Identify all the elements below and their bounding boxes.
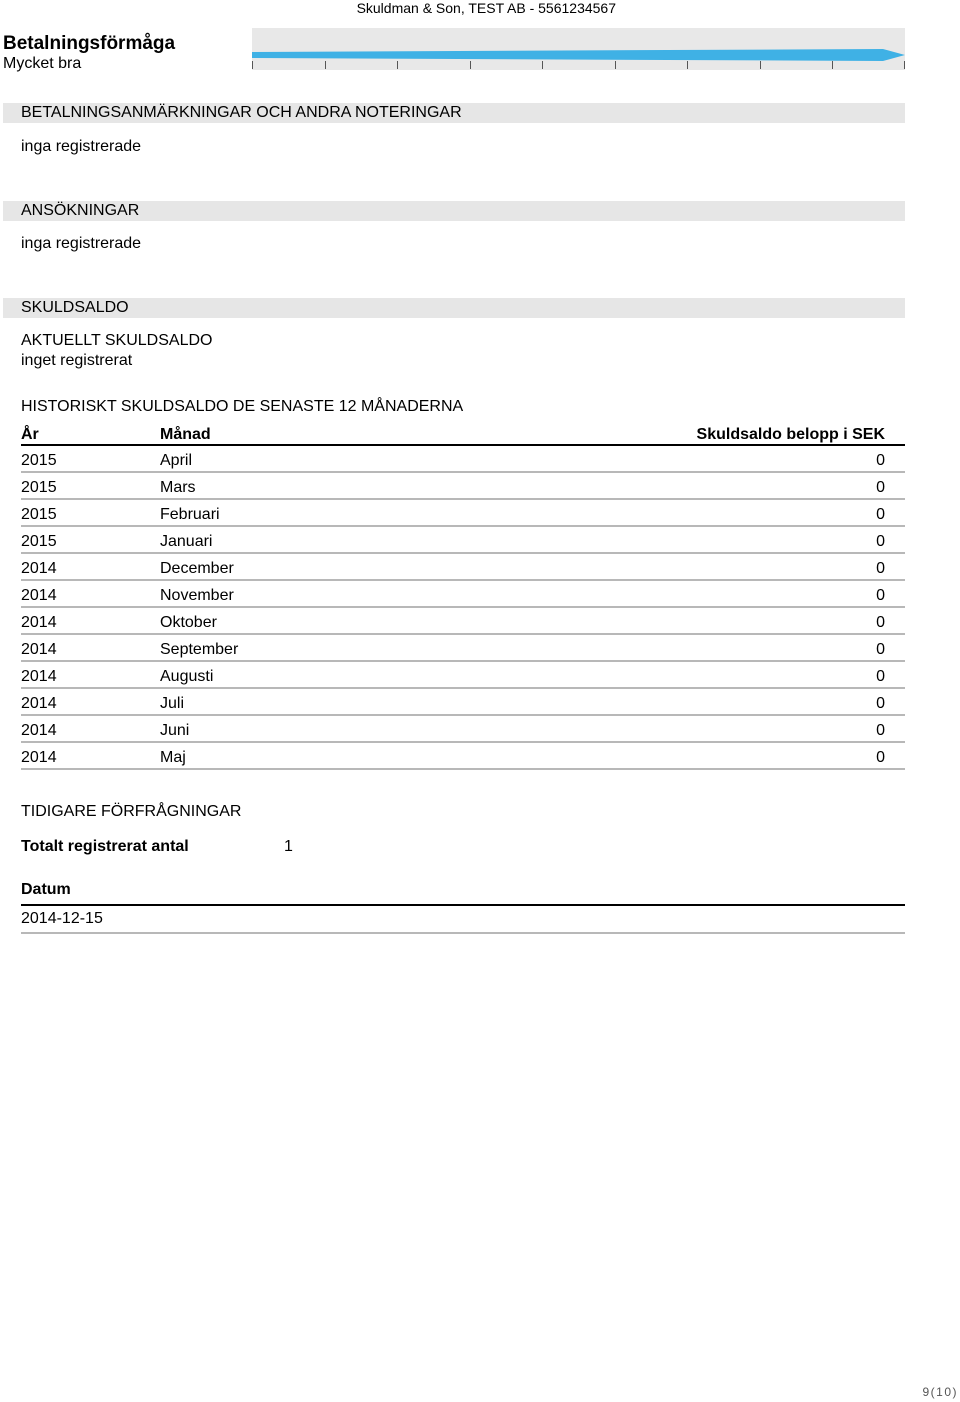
table-row	[21, 473, 905, 500]
scale-tick	[397, 61, 398, 69]
rating-scale-ticks	[252, 61, 905, 69]
table-row	[21, 554, 905, 581]
section-band	[3, 298, 905, 318]
cell-year: 2014	[21, 722, 57, 739]
applications-text: inga registrerade	[21, 235, 142, 252]
cell-year: 2014	[21, 695, 57, 712]
cell-month: November	[160, 587, 234, 604]
table-row	[21, 662, 905, 689]
table-row	[21, 906, 905, 934]
cell-year: 2014	[21, 668, 57, 685]
cell-year: 2015	[21, 452, 57, 469]
rating-title: Betalningsförmåga	[3, 33, 176, 54]
debt-history-rows	[21, 446, 905, 770]
table-row	[21, 500, 905, 527]
payment-remarks-title: BETALNINGSANMÄRKNINGAR OCH ANDRA NOTERINGAR	[21, 104, 462, 121]
table-row	[21, 608, 905, 635]
cell-month: Augusti	[160, 668, 214, 685]
table-row	[21, 581, 905, 608]
inquiry-dates-table	[21, 878, 905, 934]
cell-amount: 0	[876, 614, 885, 631]
cell-amount: 0	[876, 668, 885, 685]
scale-tick	[470, 61, 471, 69]
cell-year: 2014	[21, 641, 57, 658]
table-header	[21, 878, 905, 906]
page-number: 9(10)	[922, 1385, 958, 1399]
scale-tick	[904, 61, 905, 69]
cell-month: Juni	[160, 722, 190, 739]
table-row	[21, 716, 905, 743]
cell-amount: 0	[876, 587, 885, 604]
company-header: Skuldman & Son, TEST AB - 5561234567	[356, 0, 616, 16]
cell-amount: 0	[876, 506, 885, 523]
cell-month: Maj	[160, 749, 186, 766]
cell-amount: 0	[876, 452, 885, 469]
cell-amount: 0	[876, 479, 885, 496]
cell-amount: 0	[876, 560, 885, 577]
cell-year: 2015	[21, 533, 57, 550]
scale-tick	[687, 61, 688, 69]
cell-month: Mars	[160, 479, 196, 496]
cell-year: 2014	[21, 587, 57, 604]
cell-month: September	[160, 641, 239, 658]
scale-tick	[760, 61, 761, 69]
column-header-amount: Skuldsaldo belopp i SEK	[696, 426, 885, 443]
cell-date: 2014-12-15	[21, 910, 103, 927]
scale-tick	[542, 61, 543, 69]
inquiry-date-rows	[21, 906, 905, 934]
cell-month: December	[160, 560, 234, 577]
table-row	[21, 743, 905, 770]
payment-remarks-text: inga registrerade	[21, 138, 142, 155]
history-title: HISTORISKT SKULDSALDO DE SENASTE 12 MÅNADERNA	[21, 398, 464, 415]
cell-month: Januari	[160, 533, 213, 550]
table-row	[21, 689, 905, 716]
cell-amount: 0	[876, 749, 885, 766]
cell-amount: 0	[876, 641, 885, 658]
cell-month: Februari	[160, 506, 220, 523]
current-debt-text: inget registrerat	[21, 352, 133, 369]
current-debt-title: AKTUELLT SKULDSALDO	[21, 332, 213, 349]
table-row	[21, 527, 905, 554]
scale-tick	[832, 61, 833, 69]
table-header	[21, 421, 905, 446]
rating-value: Mycket bra	[3, 55, 82, 72]
column-header-month: Månad	[160, 426, 211, 443]
cell-year: 2014	[21, 614, 57, 631]
table-row	[21, 446, 905, 473]
cell-amount: 0	[876, 695, 885, 712]
scale-tick	[615, 61, 616, 69]
previous-inquiries-title: TIDIGARE FÖRFRÅGNINGAR	[21, 803, 242, 820]
total-registered-value: 1	[284, 838, 293, 855]
table-row	[21, 635, 905, 662]
cell-amount: 0	[876, 722, 885, 739]
debt-balance-title: SKULDSALDO	[21, 299, 129, 316]
cell-month: Juli	[160, 695, 185, 712]
applications-title: ANSÖKNINGAR	[21, 202, 140, 219]
cell-year: 2014	[21, 749, 57, 766]
cell-month: Oktober	[160, 614, 217, 631]
cell-year: 2014	[21, 560, 57, 577]
scale-tick	[252, 61, 253, 69]
column-header-year: År	[21, 426, 39, 443]
debt-history-table	[21, 421, 905, 770]
scale-tick	[325, 61, 326, 69]
cell-amount: 0	[876, 533, 885, 550]
total-registered-label: Totalt registrerat antal	[21, 838, 189, 855]
cell-month: April	[160, 452, 193, 469]
cell-year: 2015	[21, 479, 57, 496]
column-header-date: Datum	[21, 881, 71, 898]
cell-year: 2015	[21, 506, 57, 523]
